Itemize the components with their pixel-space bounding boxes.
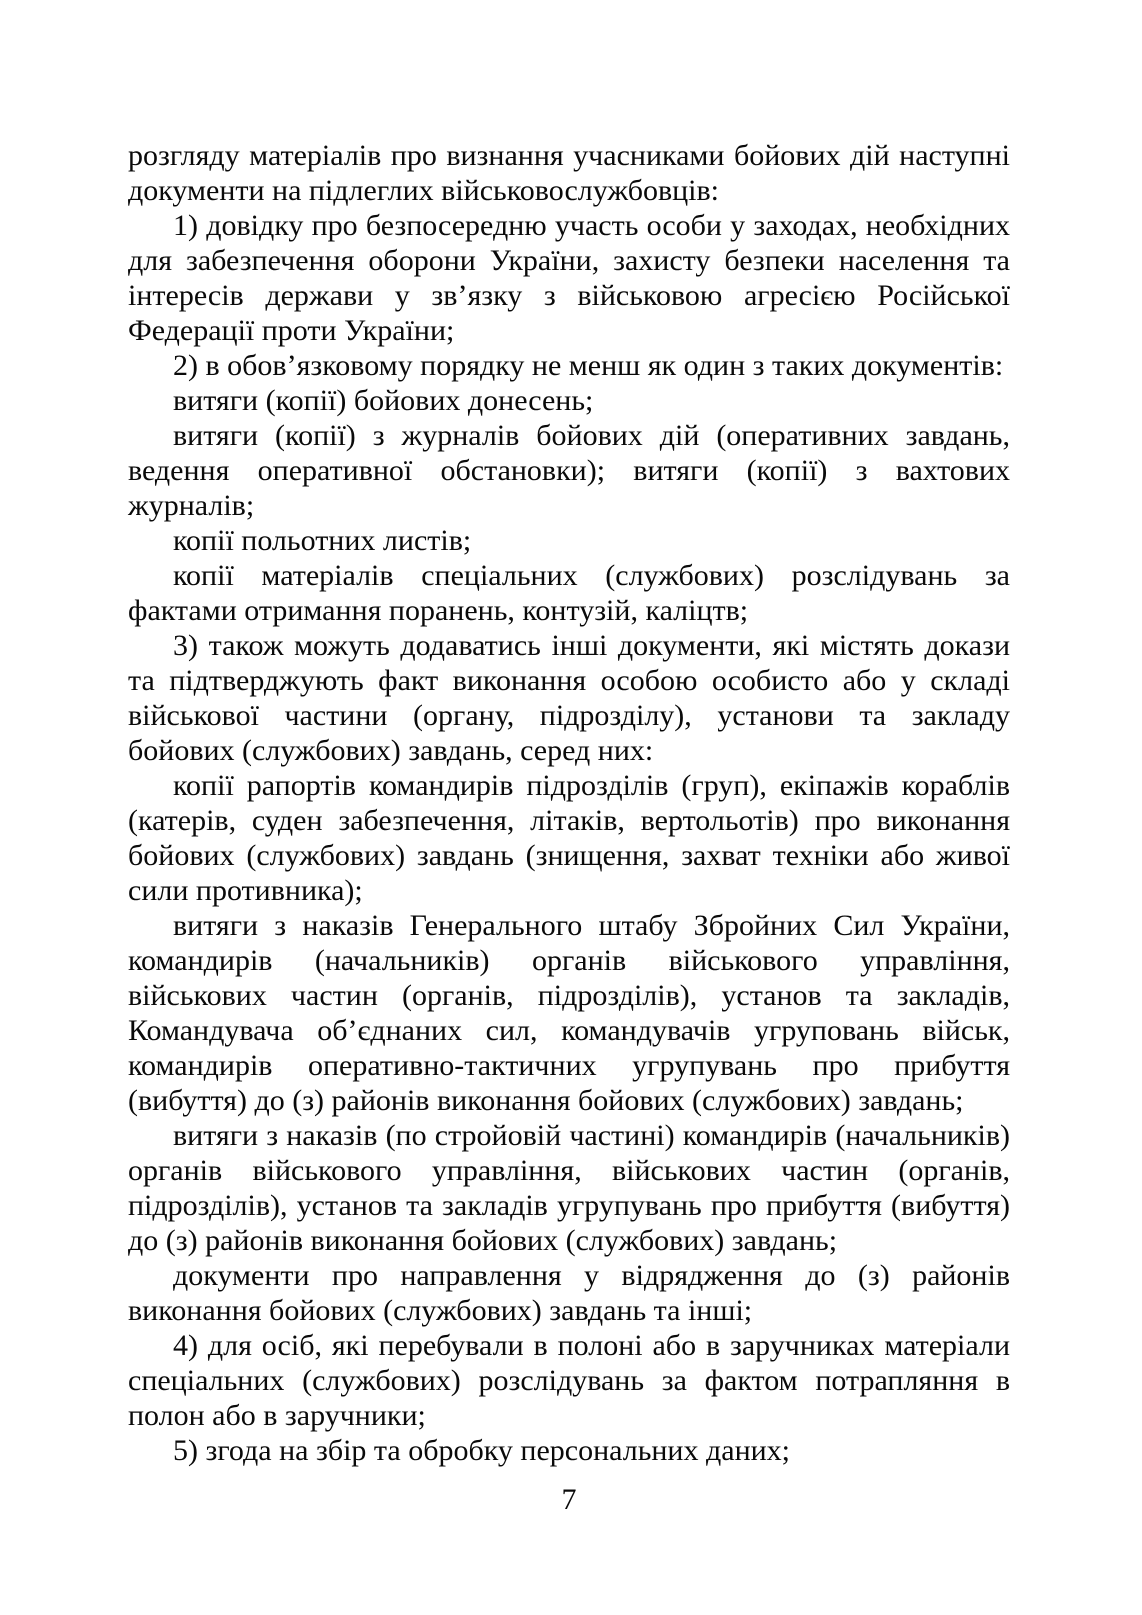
paragraph: копії рапортів командирів підрозділів (груп), екіпажів кораблів (катерів, суден забезпечення, літаків, вертольотів) про виконання бойових (службових) завдань (знищення, захват техніки або живої сили противника); <box>128 769 1010 907</box>
paragraph: витяги з наказів Генерального штабу Збройних Сил України, командирів (начальників) органів військового управління, військових частин (органів, підрозділів), установ та закладів, Командувача об’єднаних сил, командувачів угруповань військ, командирів оперативно-тактичних угрупувань про прибуття (вибуття) до (з) районів виконання бойових (службових) завдань; <box>128 909 1010 1117</box>
paragraph: 2) в обов’язковому порядку не менш як один з таких документів: <box>173 349 1004 382</box>
paragraph: копії матеріалів спеціальних (службових) розслідувань за фактами отримання поранень, контузій, каліцтв; <box>128 559 1010 627</box>
paragraph: 1) довідку про безпосередню участь особи у заходах, необхідних для забезпечення оборони України, захисту безпеки населення та інтересів держави у зв’язку з військовою агресією Російської Федерації проти України; <box>128 209 1010 347</box>
paragraph: витяги (копії) з журналів бойових дій (оперативних завдань, ведення оперативної обстановки); витяги (копії) з вахтових журналів; <box>128 419 1010 522</box>
paragraph: копії польотних листів; <box>173 524 472 557</box>
paragraph: витяги (копії) бойових донесень; <box>173 384 594 417</box>
page-number: 7 <box>561 1483 577 1516</box>
paragraph: 4) для осіб, які перебували в полоні або в заручниках матеріали спеціальних (службових) розслідувань за фактом потрапляння в полон або в заручники; <box>128 1329 1010 1432</box>
paragraph: 5) згода на збір та обробку персональних даних; <box>173 1434 791 1467</box>
paragraph: 3) також можуть додаватись інші документи, які містять докази та підтверджують факт виконання особою особисто або у складі військової частини (органу, підрозділу), установи та закладу бойових (службових) завдань, серед них: <box>128 629 1010 767</box>
document-body-text <box>128 138 1010 1468</box>
paragraph: розгляду матеріалів про визнання учасниками бойових дій наступні документи на підлеглих військовослужбовців: <box>128 139 1010 207</box>
paragraph: витяги з наказів (по стройовій частині) командирів (начальників) органів військового управління, військових частин (органів, підрозділів), установ та закладів угрупувань про прибуття (вибуття) до (з) районів виконання бойових (службових) завдань; <box>128 1119 1010 1257</box>
paragraph: документи про направлення у відрядження до (з) районів виконання бойових (службових) завдань та інші; <box>128 1259 1010 1327</box>
